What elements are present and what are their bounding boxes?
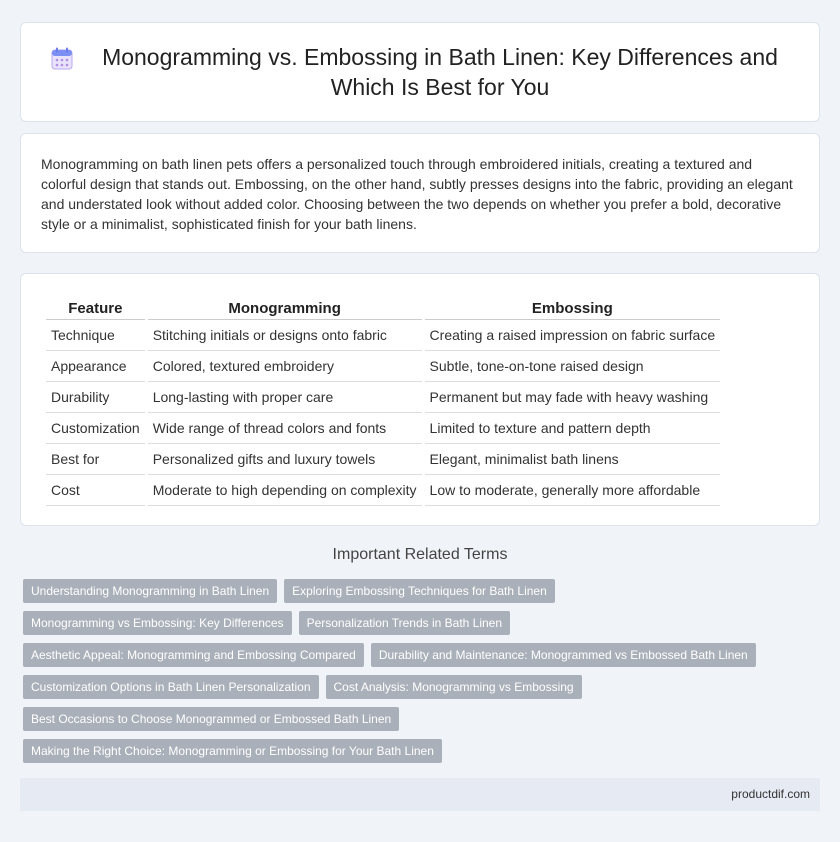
table-cell: Low to moderate, generally more affordable — [425, 475, 721, 506]
page-title: Monogramming vs. Embossing in Bath Linen: Key Differences and Which Is Best for You — [102, 44, 778, 100]
intro-paragraph: Monogramming on bath linen pets offers a personalized touch through embroidered initials, creating a textured and colorful design that stands out. Embossing, on the other hand, subtly presses designs into the fabric, providing an elegant and understated look without added color. Choosing between the two depends on whether you prefer a bold, decorative style or a minimalist, sophisticated finish for your bath linens. — [41, 156, 793, 232]
table-row — [46, 475, 720, 506]
table-cell: Appearance — [46, 351, 145, 382]
column-header: Feature — [46, 294, 145, 320]
table-cell: Subtle, tone-on-tone raised design — [425, 351, 721, 382]
table-row — [46, 320, 720, 351]
table-cell: Colored, textured embroidery — [148, 351, 422, 382]
table-row — [46, 382, 720, 413]
related-term-link[interactable]: Durability and Maintenance: Monogrammed vs Embossed Bath Linen — [371, 643, 756, 667]
table-cell: Creating a raised impression on fabric surface — [425, 320, 721, 351]
table-cell: Durability — [46, 382, 145, 413]
table-row — [46, 444, 720, 475]
related-term-link[interactable]: Aesthetic Appeal: Monogramming and Embossing Compared — [23, 643, 364, 667]
table-row — [46, 413, 720, 444]
table-cell: Limited to texture and pattern depth — [425, 413, 721, 444]
header-card — [20, 22, 820, 122]
related-term-link[interactable]: Monogramming vs Embossing: Key Differences — [23, 611, 292, 635]
related-term-link[interactable]: Understanding Monogramming in Bath Linen — [23, 579, 277, 603]
related-term-link[interactable]: Exploring Embossing Techniques for Bath Linen — [284, 579, 555, 603]
table-cell: Personalized gifts and luxury towels — [148, 444, 422, 475]
table-cell: Elegant, minimalist bath linens — [425, 444, 721, 475]
column-header: Monogramming — [148, 294, 422, 320]
related-term-link[interactable]: Making the Right Choice: Monogramming or Embossing for Your Bath Linen — [23, 739, 442, 763]
footer — [20, 778, 820, 811]
table-cell: Permanent but may fade with heavy washing — [425, 382, 721, 413]
table-cell: Long-lasting with proper care — [148, 382, 422, 413]
related-term-link[interactable]: Customization Options in Bath Linen Personalization — [23, 675, 319, 699]
table-cell: Customization — [46, 413, 145, 444]
table-header-row — [46, 294, 720, 320]
table-cell: Stitching initials or designs onto fabric — [148, 320, 422, 351]
table-cell: Wide range of thread colors and fonts — [148, 413, 422, 444]
table-cell: Moderate to high depending on complexity — [148, 475, 422, 506]
intro-card — [20, 133, 820, 253]
related-terms-list — [23, 579, 823, 771]
comparison-table — [43, 294, 723, 506]
table-cell: Best for — [46, 444, 145, 475]
related-terms-heading: Important Related Terms — [332, 546, 508, 563]
column-header: Embossing — [425, 294, 721, 320]
site-name[interactable]: productdif.com — [731, 787, 810, 801]
comparison-table-card — [20, 273, 820, 526]
table-cell: Cost — [46, 475, 145, 506]
table-row — [46, 351, 720, 382]
related-term-link[interactable]: Cost Analysis: Monogramming vs Embossing — [326, 675, 582, 699]
table-cell: Technique — [46, 320, 145, 351]
related-term-link[interactable]: Best Occasions to Choose Monogrammed or Embossed Bath Linen — [23, 707, 399, 731]
related-term-link[interactable]: Personalization Trends in Bath Linen — [299, 611, 510, 635]
